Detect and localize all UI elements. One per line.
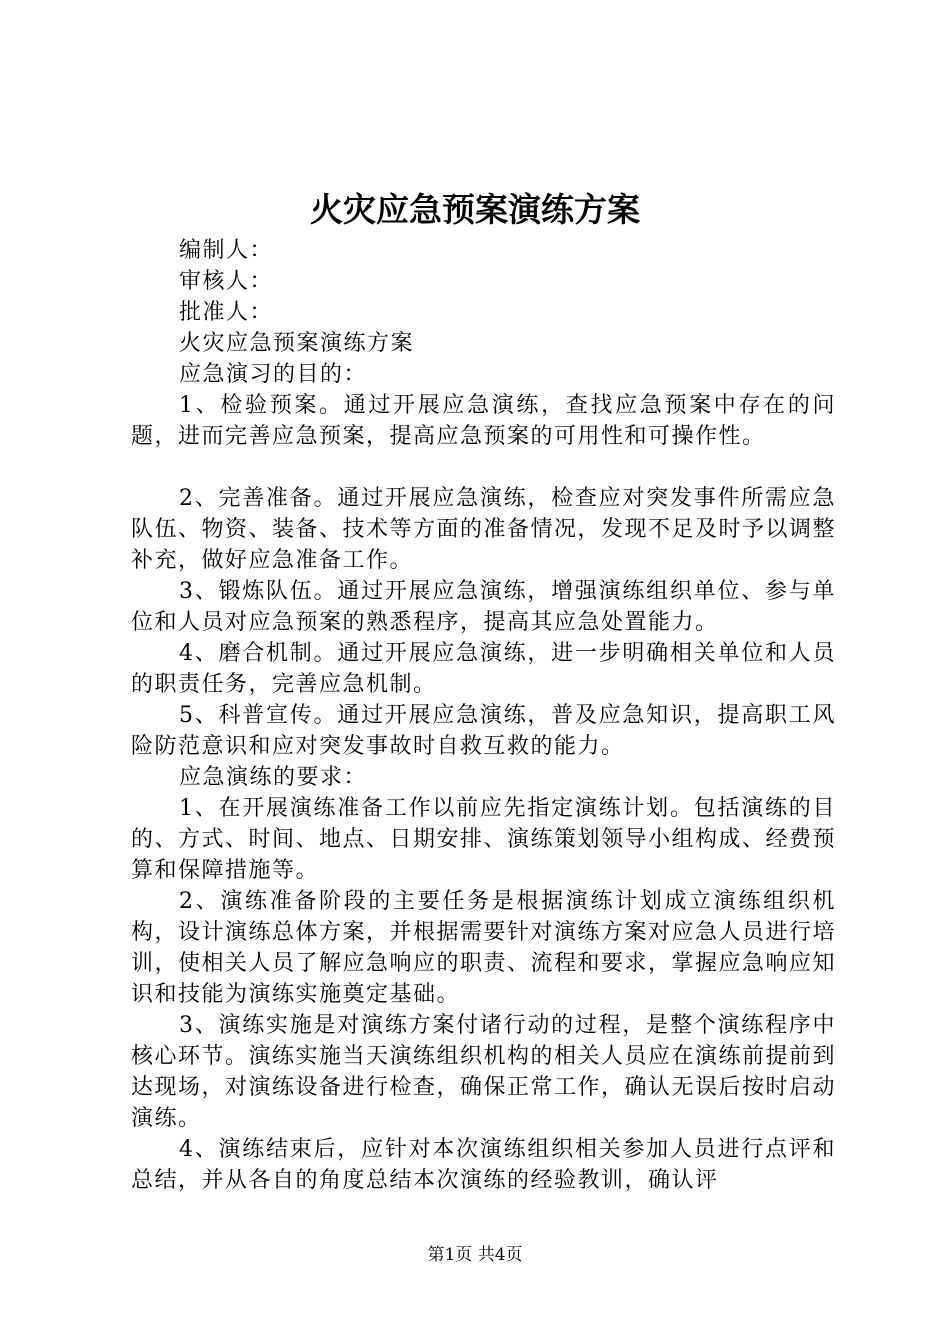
paragraph-purpose-4: 4、磨合机制。通过开展应急演练，进一步明确相关单位和人员的职责任务，完善应急机制。	[131, 641, 836, 697]
page-number: 第1页 共4页	[427, 1245, 523, 1265]
paragraph-subtitle: 火灾应急预案演练方案	[179, 331, 415, 356]
paragraph-purpose-5: 5、科普宣传。通过开展应急演练，普及应急知识，提高职工风险防范意识和应对突发事故时自救互救的能力。	[131, 703, 836, 759]
document-title: 火灾应急预案演练方案	[310, 190, 640, 229]
meta-reviewer: 审核人：	[179, 269, 274, 294]
paragraph-requirement-3: 3、演练实施是对演练方案付诸行动的过程，是整个演练程序中核心环节。演练实施当天演练组织机构的相关人员应在演练前提前到达现场，对演练设备进行检查，确保正常工作，确认无误后按时启动演练。	[131, 1013, 837, 1131]
meta-approver: 批准人：	[179, 300, 274, 325]
paragraph-requirements-heading: 应急演练的要求：	[179, 765, 368, 790]
paragraph-purpose-2: 2、完善准备。通过开展应急演练，检查应对突发事件所需应急队伍、物资、装备、技术等方面的准备情况，发现不足及时予以调整补充，做好应急准备工作。	[131, 486, 837, 573]
document-body	[131, 235, 836, 1196]
paragraph-requirement-1: 1、在开展演练准备工作以前应先指定演练计划。包括演练的目的、方式、时间、地点、日期安排、演练策划领导小组构成、经费预算和保障措施等。	[131, 796, 837, 883]
meta-compiler: 编制人：	[179, 238, 274, 263]
paragraph-requirement-4: 4、演练结束后，应针对本次演练组织相关参加人员进行点评和总结，并从各自的角度总结本次演练的经验教训，确认评	[131, 1137, 836, 1193]
paragraph-purpose-1: 1、检验预案。通过开展应急演练，查找应急预案中存在的问题，进而完善应急预案，提高应急预案的可用性和可操作性。	[131, 393, 836, 449]
paragraph-requirement-2: 2、演练准备阶段的主要任务是根据演练计划成立演练组织机构，设计演练总体方案，并根据需要针对演练方案对应急人员进行培训，使相关人员了解应急响应的职责、流程和要求，掌握应急响应知识和技能为演练实施奠定基础。	[131, 889, 837, 1007]
paragraph-purpose-heading: 应急演习的目的：	[179, 362, 368, 387]
paragraph-purpose-3: 3、锻炼队伍。通过开展应急演练，增强演练组织单位、参与单位和人员对应急预案的熟悉程序，提高其应急处置能力。	[131, 579, 836, 635]
